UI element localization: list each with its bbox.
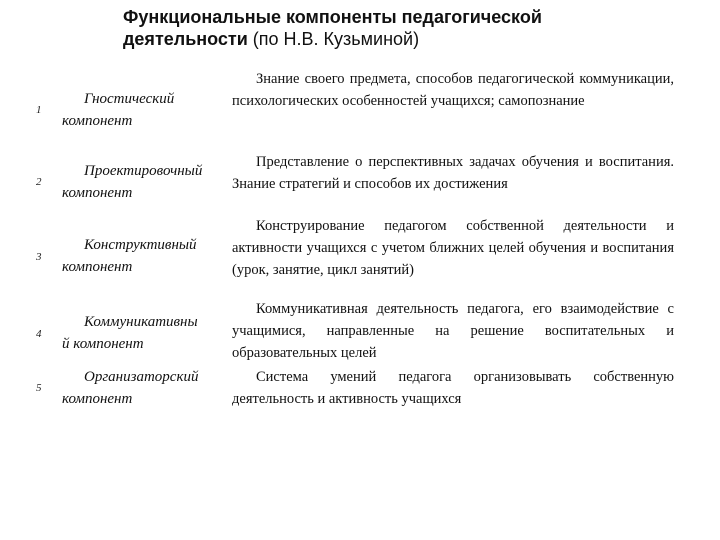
title-author: (по Н.В. Кузьминой) xyxy=(247,29,420,49)
component-description: Система умений педагога организовывать собственную деятельность и активность учащихся xyxy=(232,369,674,407)
row-number: 4 xyxy=(36,328,42,340)
component-name-line2: компонент xyxy=(62,185,133,201)
component-name-line1: Проектировочный xyxy=(84,163,203,179)
row-number: 3 xyxy=(36,251,42,263)
component-name-line2: компонент xyxy=(62,391,133,407)
component-name xyxy=(62,160,230,204)
row-number: 2 xyxy=(36,176,42,188)
component-description: Конструирование педагогом собственной деятельности и активности учащихся с учетом ближних целей обучения и воспитания (урок, занятие, цикл занятий) xyxy=(232,218,674,278)
component-description: Коммуникативная деятельность педагога, его взаимодействие с учащимися, направленные на решение воспитательных и образовательных целей xyxy=(232,301,674,361)
component-description: Знание своего предмета, способов педагогической коммуникации, психологических особенностей учащихся; самопознание xyxy=(232,71,674,109)
component-name xyxy=(62,311,230,355)
component-name-line1: Организаторский xyxy=(84,369,199,385)
component-description: Представление о перспективных задачах обучения и воспитания. Знание стратегий и способов их достижения xyxy=(232,154,674,192)
component-name-line2: компонент xyxy=(62,113,133,129)
component-name-line2: й компонент xyxy=(62,336,144,352)
component-name xyxy=(62,234,230,278)
title-bold: Функциональные компоненты педагогической деятельности xyxy=(123,7,542,49)
component-name xyxy=(62,88,230,132)
component-name-line1: Конструктивный xyxy=(84,237,197,253)
component-name-line2: компонент xyxy=(62,259,133,275)
row-number: 5 xyxy=(36,382,42,394)
component-name-line1: Коммуникативны xyxy=(84,314,198,330)
component-name xyxy=(62,366,230,410)
row-number: 1 xyxy=(36,104,42,116)
component-name-line1: Гностический xyxy=(84,91,175,107)
page-title xyxy=(123,6,643,50)
